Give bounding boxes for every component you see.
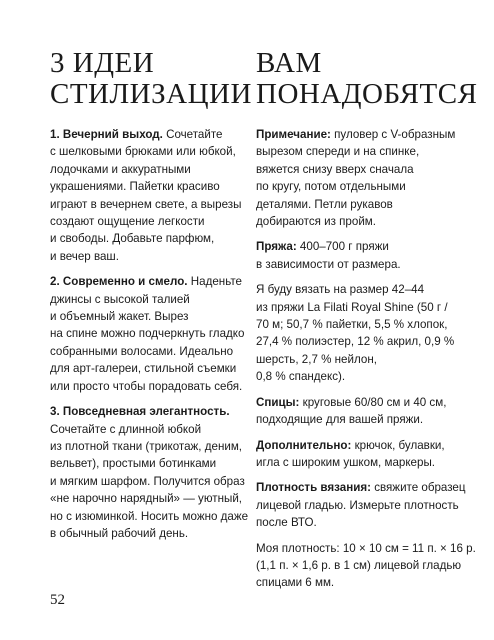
heading-line: ПОНАДОБЯТСЯ	[256, 78, 478, 110]
text-line: добираются из пройм.	[256, 215, 376, 229]
text-line: и вечер ваш.	[50, 249, 119, 263]
text-line: в зависимости от размера.	[256, 257, 401, 271]
text-line: 27,4 % полиэстер, 12 % акрил, 0,9 %	[256, 335, 455, 349]
text-line: и объемный жакет. Вырез	[50, 310, 189, 324]
text-line: шерсть, 2,7 % нейлон,	[256, 352, 377, 366]
idea-casual-elegance	[50, 403, 250, 542]
idea-title: 2. Современно и смело.	[50, 275, 188, 289]
text-line: Моя плотность: 10 × 10 см = 11 п. × 16 р.	[256, 541, 476, 555]
text-line: и мягким шарфом. Получится образ	[50, 474, 245, 488]
text-line: Сочетайте с длинной юбкой	[50, 422, 202, 436]
text-line: в обычный рабочий день.	[50, 526, 189, 540]
text-line: 70 м; 50,7 % пайетки, 5,5 % хлопок,	[256, 318, 448, 332]
text-line: лицевой гладью. Измерьте плотность	[256, 498, 459, 512]
materials-heading	[256, 47, 478, 110]
item-label: Спицы:	[256, 395, 300, 409]
text-line: Примечание: пуловер с V-образным	[256, 128, 456, 141]
idea-modern-bold	[50, 273, 250, 395]
text-line: джинсы с высокой талией	[50, 292, 190, 306]
page-number: 52	[50, 592, 65, 608]
text-line: Дополнительно: крючок, булавки,	[256, 438, 445, 452]
yarn-paragraph	[256, 238, 456, 273]
text-line: по кругу, потом отдельными	[256, 180, 406, 194]
text-line: на спине можно подчеркнуть гладко	[50, 327, 245, 341]
needles-paragraph	[256, 394, 456, 429]
item-label: Примечание:	[256, 128, 331, 141]
text-line: «не нарочно нарядный» — уютный,	[50, 492, 243, 506]
text-line: из пряжи La Filati Royal Shine (50 г /	[256, 300, 448, 314]
text-line: 0,8 % спандекс).	[256, 370, 346, 384]
text-line: 1. Вечерний выход. Сочетайте	[50, 128, 223, 141]
text-line: деталями. Петли рукавов	[256, 197, 393, 211]
text-line: после ВТО.	[256, 516, 317, 530]
text-line: или просто чтобы порадовать себя.	[50, 379, 243, 393]
text-line: вельвет), простыми ботинками	[50, 457, 217, 471]
text-line: играют в вечернем свете, а вырезы	[50, 197, 242, 211]
additional-paragraph	[256, 437, 456, 472]
right-column	[256, 47, 478, 600]
idea-evening-out	[50, 126, 250, 265]
text-line: спицами 6 мм.	[256, 576, 335, 590]
idea-title: 1. Вечерний выход.	[50, 128, 163, 141]
styling-ideas-heading	[50, 48, 250, 110]
text-line: Я буду вязать на размер 42–44	[256, 283, 425, 297]
text-line	[50, 403, 250, 420]
text-line: для арт-галереи, стильной съемки	[50, 362, 237, 376]
item-label: Дополнительно:	[256, 438, 352, 452]
heading-line: ВАМ	[256, 47, 322, 79]
yarn-detail-paragraph	[256, 281, 456, 385]
text-line: Плотность вязания: свяжите образец	[256, 481, 466, 495]
idea-title: 3. Повседневная элегантность.	[50, 405, 230, 419]
text-line: вяжется снизу вверх сначала	[256, 162, 414, 176]
text-line: Пряжа: 400–700 г пряжи	[256, 240, 389, 254]
text-line: из плотной ткани (трикотаж, деним,	[50, 439, 243, 453]
left-column	[50, 48, 250, 550]
gauge-paragraph	[256, 479, 466, 531]
text-line: собранными волосами. Идеально	[50, 344, 234, 358]
text-line: подходящие для вашей пряжи.	[256, 413, 424, 427]
text-line: 2. Современно и смело. Наденьте	[50, 275, 242, 289]
text-line: украшениями. Пайетки красиво	[50, 180, 220, 194]
item-label: Пряжа:	[256, 240, 297, 254]
text-line: с шелковыми брюками или юбкой,	[50, 145, 236, 159]
text-line: вырезом спереди и на спинке,	[256, 145, 420, 159]
heading-line: 3 ИДЕИ	[50, 47, 155, 79]
heading-line: СТИЛИЗАЦИИ	[50, 78, 252, 110]
item-label: Плотность вязания:	[256, 481, 371, 495]
note-paragraph	[256, 126, 456, 230]
text-line: Спицы: круговые 60/80 см и 40 см,	[256, 395, 447, 409]
text-line: но с изюминкой. Носить можно даже	[50, 509, 249, 523]
text-line: и свободы. Добавьте парфюм,	[50, 232, 215, 246]
text-line: (1,1 п. × 1,6 р. в 1 см) лицевой гладью	[256, 558, 462, 572]
text-line: создают ощущение легкости	[50, 215, 205, 229]
text-line: лодочками и аккуратными	[50, 162, 191, 176]
text-line: игла с широким ушком, маркеры.	[256, 455, 435, 469]
my-gauge-paragraph	[256, 540, 476, 592]
